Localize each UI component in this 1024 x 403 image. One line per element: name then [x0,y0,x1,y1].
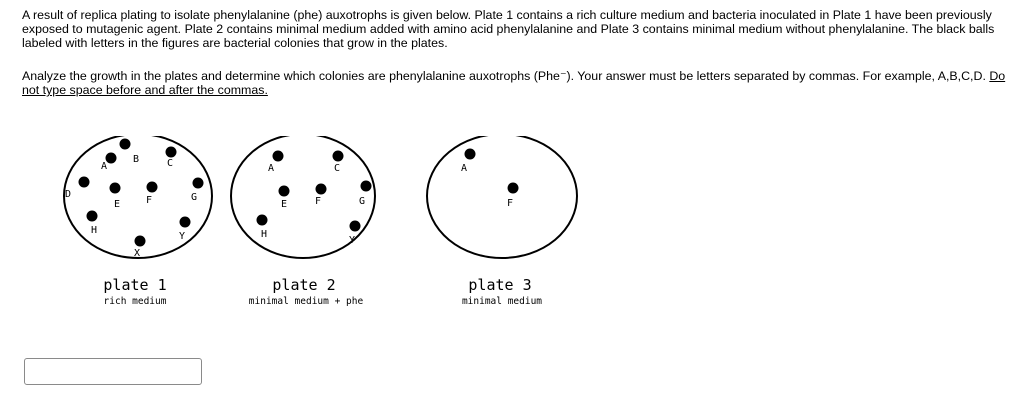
plate-1-colony-y [180,217,191,228]
plate-1-colony-c-label: C [167,158,174,169]
plate-1-title: plate 1 [103,276,167,294]
plate-1-colony-h-label: H [91,225,98,236]
plate-1-colony-g [193,178,204,189]
plate-1-colony-e [110,183,121,194]
plate-1-colony-b-label: B [133,154,140,165]
plate-2-colony-y-label: Y [349,235,356,246]
plate-2-colony-f [316,184,327,195]
plate-3-subtitle: minimal medium [461,296,543,307]
plate-1-colony-x [135,236,146,247]
instruction-underlined-text: Do not type space before and after the commas. [22,69,1006,98]
replica-plating-figure [55,136,585,311]
plate-2-colony-g-label: G [359,196,366,207]
plate-3-colony-a [465,149,476,160]
instruction-text: Analyze the growth in the plates and determine which colonies are phenylalanine auxotrophs (Phe⁻). Your answer must be letters separated by commas. For example, A,B,C,D. [22,69,990,83]
plate-1-colony-d [79,177,90,188]
answer-input[interactable] [24,358,202,385]
plate-1-colony-c [166,147,177,158]
plate-2-colony-e-label: E [281,199,288,210]
plate-2-colony-h-label: H [261,229,268,240]
plate-1-colony-e-label: E [114,199,121,210]
question-paragraph-1: A result of replica plating to isolate phenylalanine (phe) auxotrophs is given below. Plate 1 contains a rich culture medium and bacteria inoculated in Plate 1 have been previously exposed to mutagenic agent. Plate 2 contains minimal medium added with amino acid phenylalanine and Plate 3 contains minimal medium without phenylalanine. The black balls labeled with letters in the figures are bacterial colonies that grow in the plates. [22,8,995,51]
plate-2-colony-h [257,215,268,226]
plate-1-colony-a-label: A [101,161,108,172]
plate-2-colony-f-label: F [315,196,322,207]
plate-2-colony-e [279,186,290,197]
question-paragraph-2 [22,69,1012,97]
plate-1-colony-f-label: F [146,195,153,206]
plate-1-colony-d-label: D [65,189,72,200]
plate-2-subtitle: minimal medium + phe [248,296,364,307]
plate-1 [64,136,212,307]
plate-2-colony-c-label: C [334,163,341,174]
plate-2-colony-a-label: A [268,163,275,174]
plate-2 [231,136,375,307]
plate-1-subtitle: rich medium [103,296,167,307]
plate-1-colony-g-label: G [191,192,198,203]
plate-2-title: plate 2 [272,276,336,294]
plate-1-colony-f [147,182,158,193]
plate-1-colony-h [87,211,98,222]
plate-2-colony-g [361,181,372,192]
plate-3-colony-f-label: F [507,198,514,209]
plate-1-colony-b [120,139,131,150]
plate-1-colony-x-label: X [134,248,141,259]
plate-3-dish [427,136,577,258]
plate-3-title: plate 3 [468,276,532,294]
plate-3-colony-a-label: A [461,163,468,174]
plate-1-colony-y-label: Y [179,231,186,242]
plate-1-colony-a [106,153,117,164]
plate-2-colony-c [333,151,344,162]
plate-3 [427,136,577,307]
plate-2-colony-a [273,151,284,162]
plate-3-colony-f [508,183,519,194]
plate-2-colony-y [350,221,361,232]
